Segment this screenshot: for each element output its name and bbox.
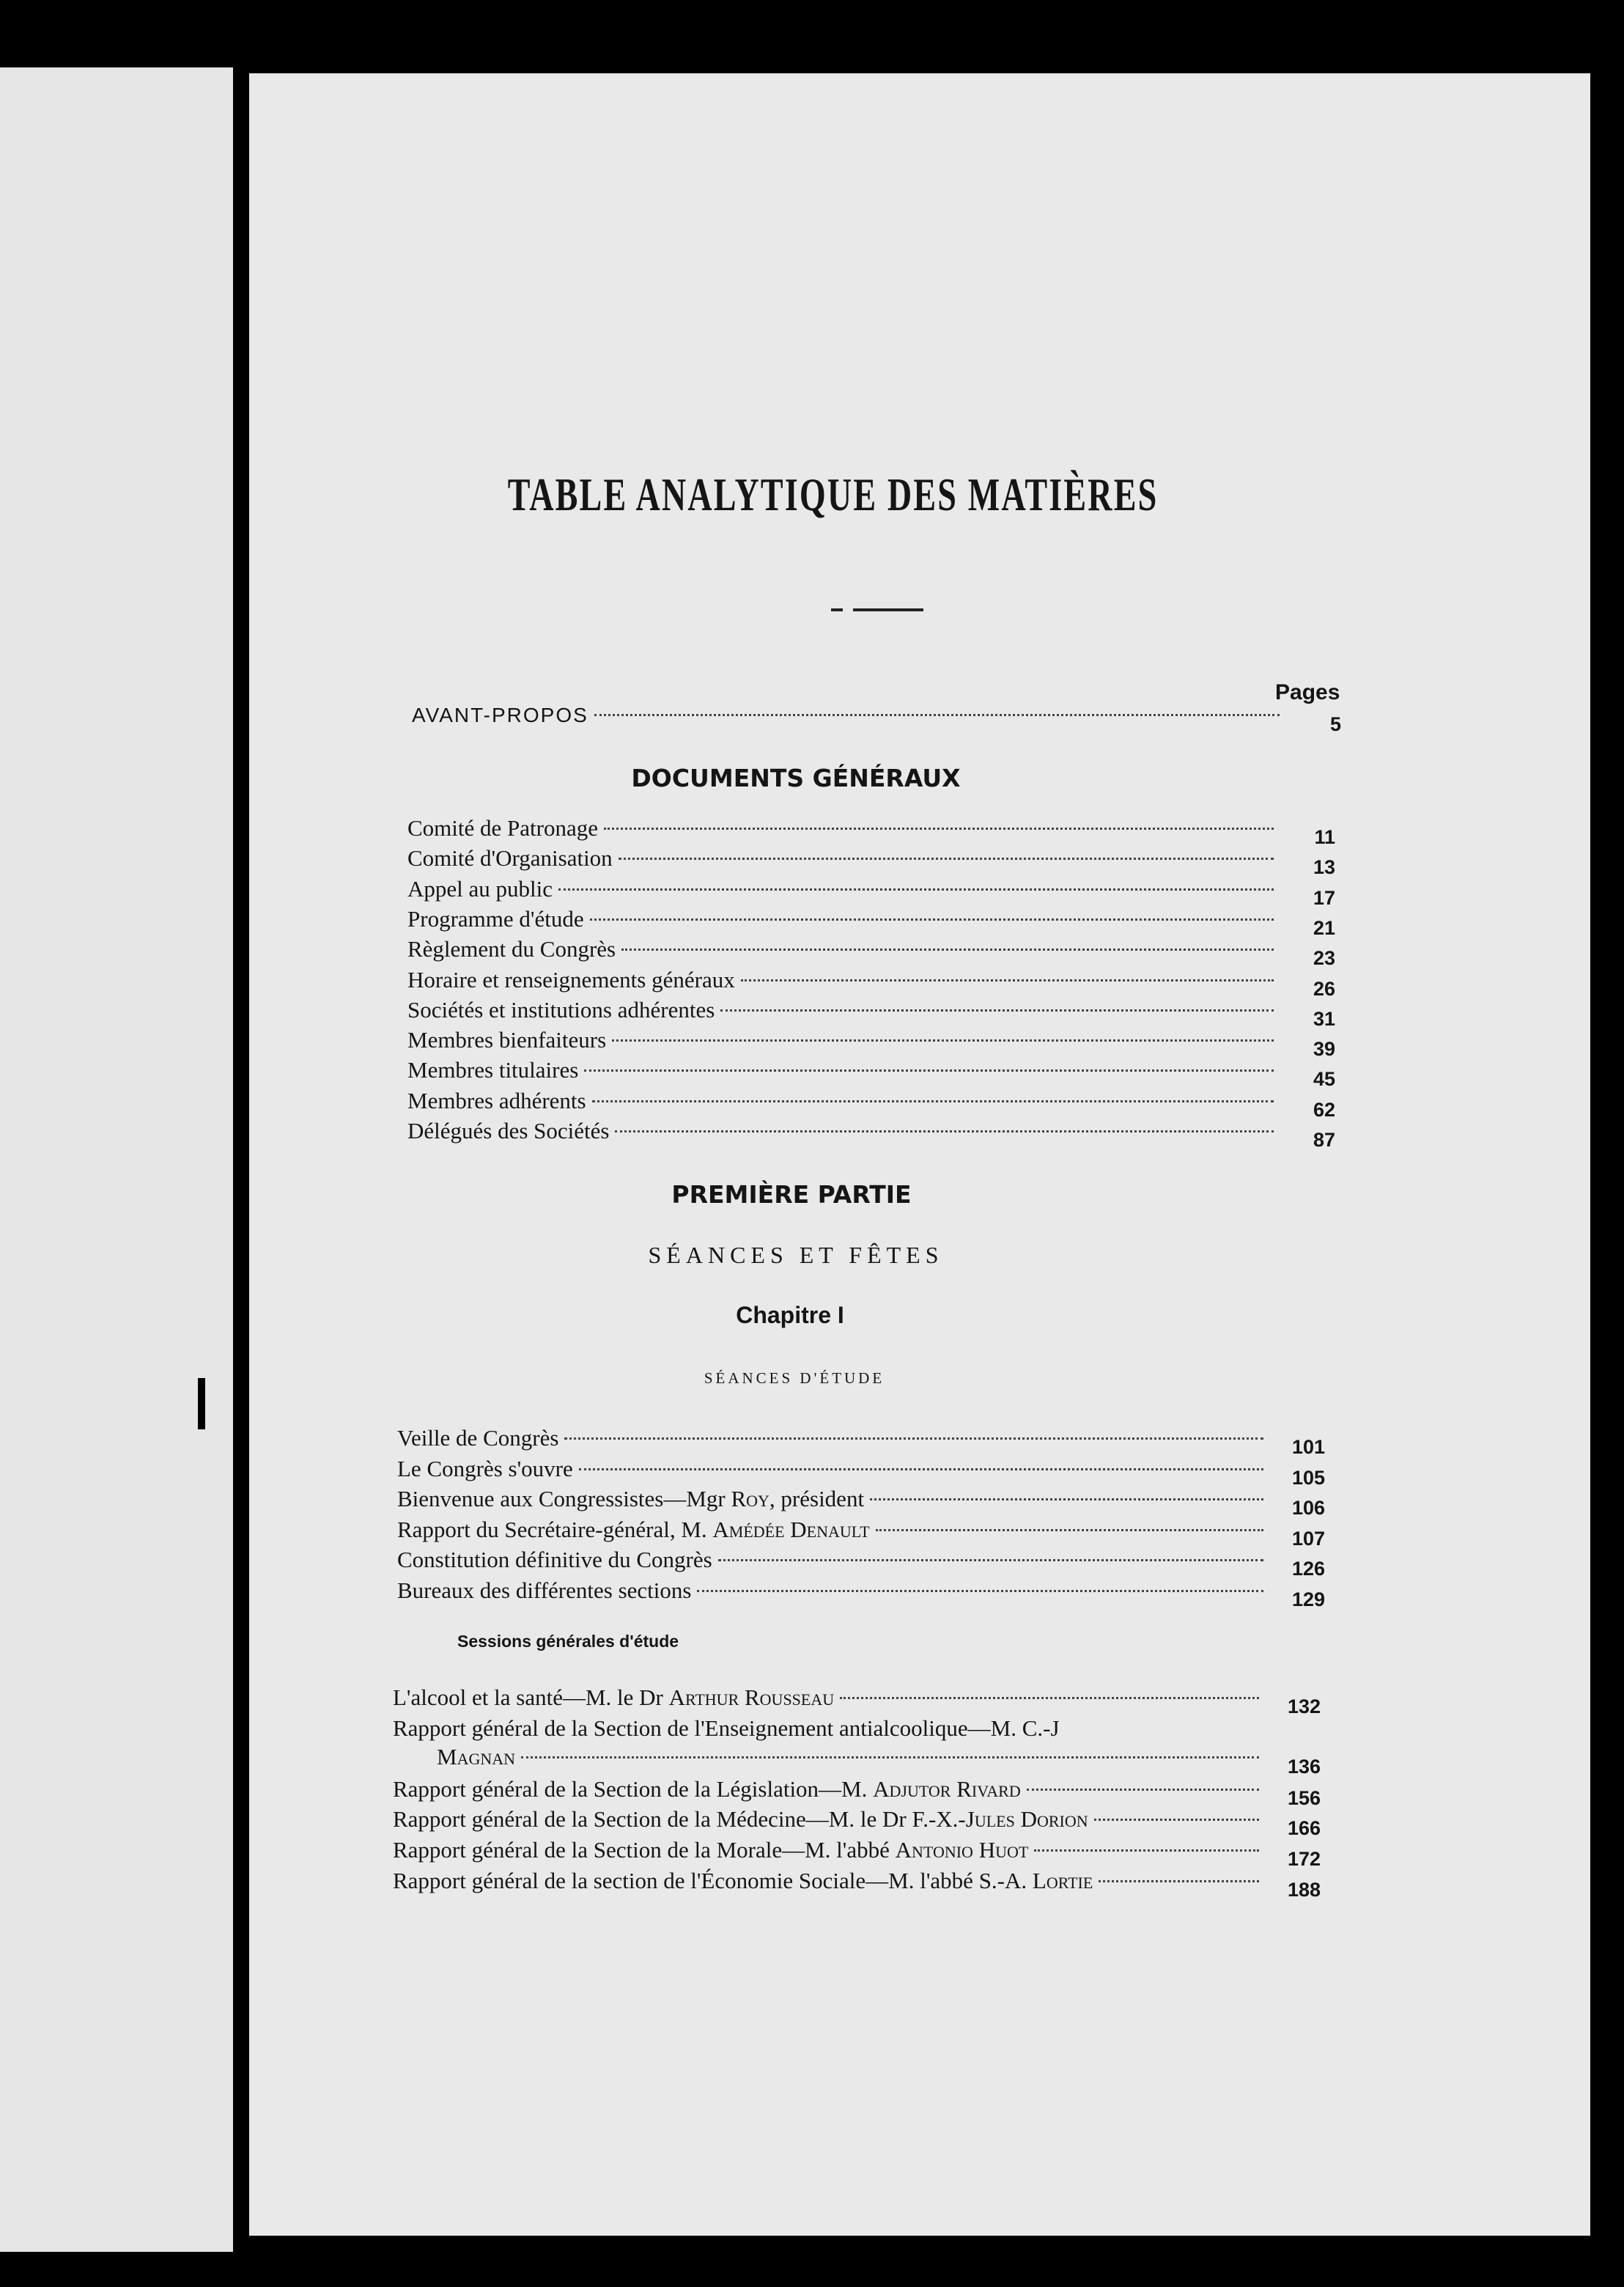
toc-entry bbox=[407, 814, 1335, 848]
leader-dots bbox=[592, 1100, 1274, 1102]
toc-entry bbox=[407, 905, 1335, 939]
toc-entry-page: 107 bbox=[1291, 1527, 1325, 1550]
leader-dots bbox=[741, 979, 1274, 982]
toc-entry-label: Appel au public bbox=[407, 875, 553, 902]
toc-entry-page: 45 bbox=[1313, 1068, 1335, 1091]
toc-entry-continuation bbox=[437, 1742, 1265, 1772]
toc-entry bbox=[397, 1576, 1325, 1610]
title-rule-dash bbox=[831, 608, 843, 611]
toc-entry-label: Membres adhérents bbox=[407, 1087, 586, 1113]
toc-entry bbox=[407, 1086, 1335, 1121]
leader-dots bbox=[619, 858, 1274, 860]
toc-entry-label: Bureaux des différentes sections bbox=[397, 1577, 692, 1603]
leader-dots bbox=[521, 1756, 1259, 1758]
toc-entry bbox=[393, 1683, 1321, 1717]
toc-entry-page: 21 bbox=[1313, 916, 1335, 939]
toc-entry-page: 156 bbox=[1287, 1786, 1321, 1809]
toc-entry-label: Rapport général de la Section de la Législation—M. Adjutor Rivard bbox=[393, 1775, 1021, 1802]
toc-entry bbox=[407, 1116, 1335, 1151]
toc-entry-label: Le Congrès s'ouvre bbox=[397, 1455, 573, 1481]
toc-entry-label: Rapport du Secrétaire-général, M. Amédée Denault bbox=[397, 1516, 870, 1542]
toc-entry-page: 126 bbox=[1291, 1558, 1325, 1580]
binding-mark bbox=[198, 1378, 205, 1429]
toc-entry-page: 188 bbox=[1287, 1878, 1321, 1901]
leader-dots bbox=[558, 888, 1274, 891]
toc-entry-page: 17 bbox=[1313, 886, 1335, 909]
toc-entry bbox=[397, 1515, 1325, 1550]
leader-dots bbox=[615, 1130, 1274, 1133]
toc-entry-label: Délégués des Sociétés bbox=[407, 1118, 610, 1144]
toc-entry bbox=[393, 1835, 1321, 1870]
toc-entry-avant-propos bbox=[412, 701, 1343, 735]
toc-entry-page: 172 bbox=[1287, 1848, 1321, 1870]
toc-entry-page: 132 bbox=[1287, 1695, 1321, 1717]
left-page-edge bbox=[0, 67, 233, 2252]
toc-entry bbox=[393, 1866, 1321, 1901]
toc-entry-page: 105 bbox=[1291, 1466, 1325, 1489]
toc-entry-label: Rapport général de la section de l'Économie Sociale—M. l'abbé S.-A. Lortie bbox=[393, 1867, 1093, 1893]
toc-entry-label: Règlement du Congrès bbox=[407, 936, 616, 962]
leader-dots bbox=[876, 1529, 1263, 1531]
toc-entry bbox=[407, 1056, 1335, 1091]
toc-entry-page: 87 bbox=[1313, 1129, 1335, 1151]
toc-entry-label: Veille de Congrès bbox=[397, 1425, 559, 1451]
toc-entry-label: Comité d'Organisation bbox=[407, 845, 613, 872]
chapter-title: SÉANCES D'ÉTUDE bbox=[704, 1369, 885, 1387]
leader-dots bbox=[604, 828, 1274, 830]
author-name: Amédée Denault bbox=[712, 1516, 870, 1542]
page-title: TABLE ANALYTIQUE DES MATIÈRES bbox=[507, 468, 1159, 520]
toc-entry-label: Rapport général de la Section de la Médecine—M. le Dr F.-X.-Jules Dorion bbox=[393, 1806, 1088, 1833]
toc-entry bbox=[393, 1775, 1321, 1809]
toc-entry bbox=[407, 874, 1335, 909]
toc-entry-label: L'alcool et la santé—M. le Dr Arthur Rousseau bbox=[393, 1684, 835, 1710]
author-name: Adjutor Rivard bbox=[873, 1775, 1021, 1802]
leader-dots bbox=[1094, 1819, 1259, 1821]
leader-dots bbox=[612, 1039, 1274, 1042]
toc-entry-label: Constitution définitive du Congrès bbox=[397, 1547, 712, 1573]
toc-entry-label: Horaire et renseignements généraux bbox=[407, 966, 735, 992]
toc-entry bbox=[393, 1805, 1321, 1840]
leader-dots bbox=[579, 1468, 1263, 1470]
toc-entry bbox=[407, 1025, 1335, 1061]
toc-entry-page: 39 bbox=[1313, 1038, 1335, 1061]
toc-entry-page: 26 bbox=[1313, 977, 1335, 1000]
leader-dots bbox=[840, 1697, 1259, 1699]
toc-entry-label: AVANT-PROPOS bbox=[412, 704, 588, 726]
toc-entry-page: 23 bbox=[1313, 947, 1335, 970]
toc-entry-label: Rapport général de la Section de la Morale—M. l'abbé Antonio Huot bbox=[393, 1837, 1029, 1863]
leader-dots bbox=[718, 1559, 1263, 1561]
author-name: Jules Dorion bbox=[965, 1806, 1088, 1833]
leader-dots bbox=[564, 1437, 1263, 1440]
leader-dots bbox=[1034, 1849, 1259, 1852]
leader-dots bbox=[584, 1069, 1274, 1072]
leader-dots bbox=[1027, 1789, 1259, 1791]
toc-entry bbox=[407, 965, 1335, 1000]
toc-entry-page: 11 bbox=[1314, 826, 1335, 848]
toc-entry bbox=[407, 935, 1335, 970]
toc-entry bbox=[397, 1545, 1325, 1580]
toc-entry-label: Sociétés et institutions adhérentes bbox=[407, 996, 715, 1023]
part-heading: PREMIÈRE PARTIE bbox=[671, 1180, 912, 1209]
toc-entry-page: 31 bbox=[1313, 1007, 1335, 1030]
toc-entry bbox=[397, 1424, 1325, 1458]
toc-entry-label: Membres bienfaiteurs bbox=[407, 1027, 607, 1053]
leader-dots bbox=[621, 949, 1274, 951]
leader-dots bbox=[590, 918, 1274, 921]
pages-column-header: Pages bbox=[1275, 680, 1340, 704]
author-name: Antonio Huot bbox=[895, 1837, 1029, 1863]
leader-dots bbox=[870, 1498, 1263, 1500]
leader-dots bbox=[1099, 1880, 1259, 1882]
author-name: Magnan bbox=[437, 1744, 516, 1769]
toc-entry-page: 106 bbox=[1291, 1497, 1325, 1520]
toc-entry-page: 129 bbox=[1291, 1588, 1325, 1610]
toc-entry bbox=[407, 995, 1335, 1030]
sessions-heading: Sessions générales d'étude bbox=[457, 1632, 679, 1651]
toc-entry-page: 136 bbox=[1287, 1755, 1321, 1778]
title-rule bbox=[853, 608, 923, 611]
toc-entry-label: Bienvenue aux Congressistes—Mgr Roy, président bbox=[397, 1486, 865, 1512]
toc-entry-page: 166 bbox=[1287, 1817, 1321, 1840]
toc-entry-label: Membres titulaires bbox=[407, 1057, 579, 1083]
document-page bbox=[249, 73, 1590, 2236]
toc-entry bbox=[407, 844, 1335, 879]
toc-entry-page: 101 bbox=[1291, 1436, 1325, 1458]
leader-dots bbox=[697, 1590, 1263, 1592]
author-name: Roy bbox=[731, 1486, 769, 1512]
part-subheading: SÉANCES ET FÊTES bbox=[648, 1242, 944, 1268]
chapter-heading: Chapitre I bbox=[736, 1302, 844, 1328]
toc-entry-page: 5 bbox=[1329, 713, 1343, 735]
leader-dots bbox=[720, 1009, 1274, 1012]
toc-entry-label: Comité de Patronage bbox=[407, 815, 598, 841]
toc-entry bbox=[397, 1484, 1325, 1520]
toc-entry-page: 62 bbox=[1313, 1098, 1335, 1121]
toc-entry-page: 13 bbox=[1313, 856, 1335, 879]
leader-dots bbox=[594, 714, 1280, 716]
author-name: Lortie bbox=[1032, 1867, 1093, 1893]
toc-entry-label: Rapport général de la Section de l'Enseignement antialcoolique—M. C.-J bbox=[393, 1715, 1060, 1741]
toc-entry bbox=[397, 1454, 1325, 1489]
section-heading-documents: DOCUMENTS GÉNÉRAUX bbox=[631, 764, 961, 792]
author-name: Arthur Rousseau bbox=[668, 1684, 835, 1710]
toc-entry-label: Programme d'étude bbox=[407, 905, 584, 932]
